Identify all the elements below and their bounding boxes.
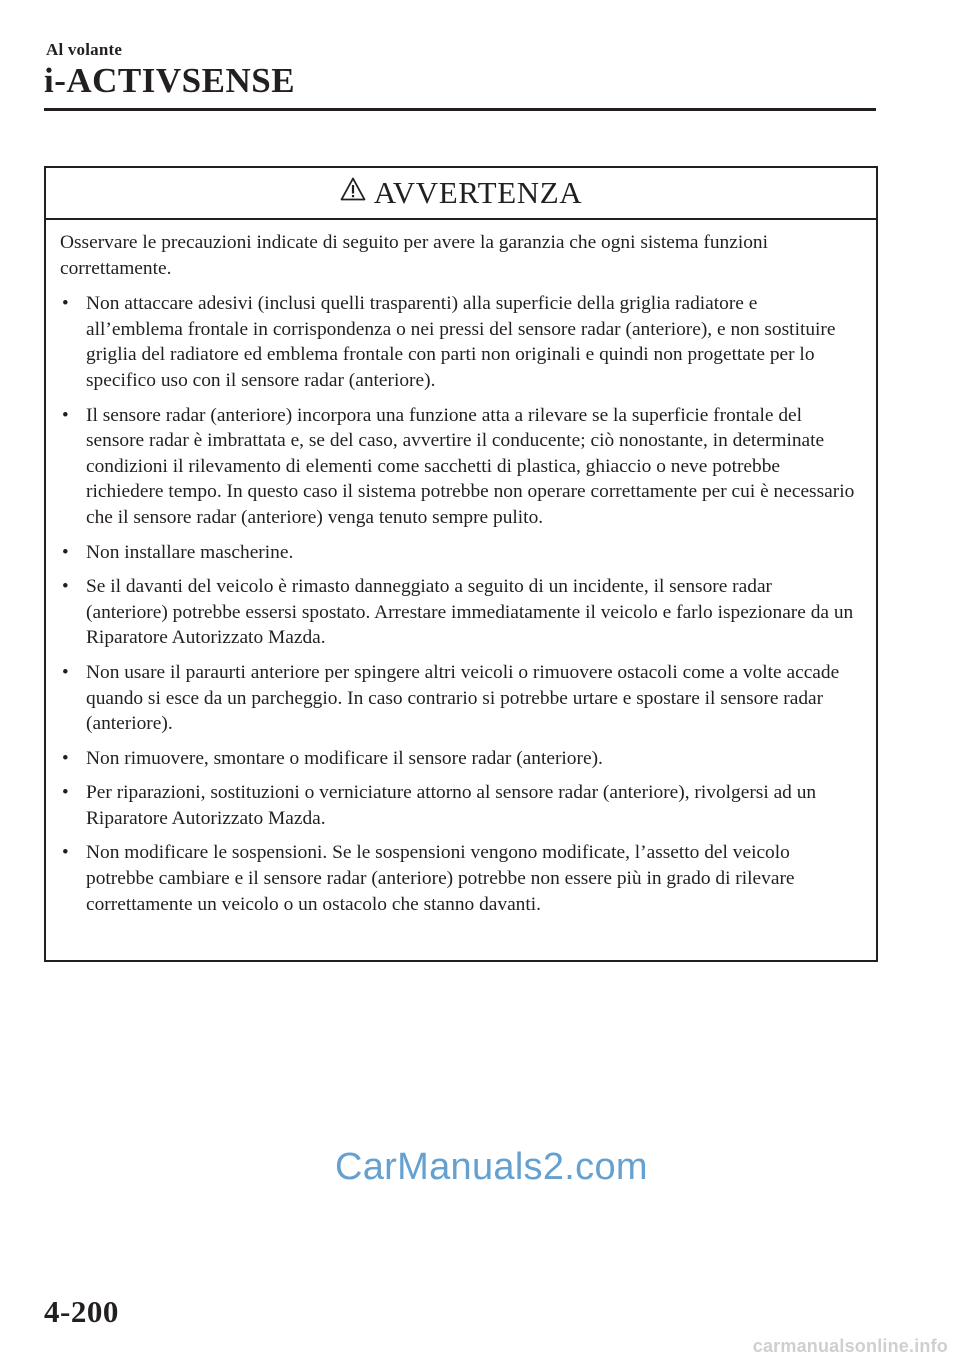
list-item-text: Non modificare le sospensioni. Se le sospensioni vengono modificate, l’assetto del veicolo potrebbe cambiare e il sensore radar (anteriore) potrebbe non essere più in grado di rilevare correttamente un veicolo o un ostacolo che stanno davanti. bbox=[86, 842, 795, 915]
list-item-text: Non installare mascherine. bbox=[86, 541, 294, 563]
list-item bbox=[60, 746, 858, 772]
bullet-icon: • bbox=[62, 576, 69, 598]
list-item-text: Per riparazioni, sostituzioni o verniciature attorno al sensore radar (anteriore), rivolgersi ad un Riparatore Autorizzato Mazda. bbox=[86, 782, 817, 829]
bullet-icon: • bbox=[62, 842, 69, 864]
list-item bbox=[60, 540, 858, 566]
warning-body bbox=[46, 220, 876, 917]
list-item-text: Non attaccare adesivi (inclusi quelli trasparenti) alla superficie della griglia radiatore e all’emblema frontale in corrispondenza o nei pressi del sensore radar (anteriore), e non sostituire griglia del radiatore ed emblema frontale con parti non originali e quindi non progettate per lo specifico uso con il sensore radar (anteriore). bbox=[86, 293, 836, 391]
list-item bbox=[60, 403, 858, 531]
warning-title: AVVERTENZA bbox=[373, 175, 583, 210]
title-divider bbox=[44, 108, 876, 111]
warning-header bbox=[46, 168, 876, 220]
list-item-text: Se il davanti del veicolo è rimasto danneggiato a seguito di un incidente, il sensore radar (anteriore) potrebbe essersi spostato. Arrestare immediatamente il veicolo e farlo ispezionare da un Riparatore Autorizzato Mazda. bbox=[86, 576, 854, 649]
list-item bbox=[60, 660, 858, 737]
list-item bbox=[60, 840, 858, 917]
list-item-text: Il sensore radar (anteriore) incorpora una funzione atta a rilevare se la superficie frontale del sensore radar è imbrattata e, se del caso, avvertire il conducente; ciò nonostante, in determinate condizioni il rilevamento di elementi come sacchetti di plastica, ghiaccio o neve potrebbe richiedere tempo. In questo caso il sistema potrebbe non operare correttamente per cui è necessario che il sensore radar (anteriore) venga tenuto sempre pulito. bbox=[86, 404, 855, 528]
list-item-text: Non rimuovere, smontare o modificare il sensore radar (anteriore). bbox=[86, 747, 603, 769]
bullet-icon: • bbox=[62, 747, 69, 769]
warning-list bbox=[60, 291, 858, 917]
section-label: Al volante bbox=[46, 40, 123, 59]
bullet-icon: • bbox=[62, 404, 69, 426]
bullet-icon: • bbox=[62, 293, 69, 315]
bullet-icon: • bbox=[62, 541, 69, 563]
list-item-text: Non usare il paraurti anteriore per spingere altri veicoli o rimuovere ostacoli come a volte accade quando si esce da un parcheggio. In caso contrario si potrebbe urtare e spostare il sensore radar (anteriore). bbox=[86, 661, 840, 735]
warning-triangle-icon bbox=[340, 181, 366, 206]
list-item bbox=[60, 291, 858, 393]
warning-intro: Osservare le precauzioni indicate di seguito per avere la garanzia che ogni sistema funzioni correttamente. bbox=[60, 232, 768, 279]
bullet-icon: • bbox=[62, 782, 69, 804]
watermark-logo: CarManuals2.com bbox=[335, 1146, 648, 1188]
list-item bbox=[60, 780, 858, 831]
list-item bbox=[60, 574, 858, 651]
page-number: 4-200 bbox=[44, 1294, 119, 1329]
warning-box bbox=[44, 166, 878, 962]
watermark-site: carmanualsonline.info bbox=[752, 1336, 948, 1356]
page-title: i-ACTIVSENSE bbox=[44, 61, 296, 100]
bullet-icon: • bbox=[62, 661, 69, 683]
